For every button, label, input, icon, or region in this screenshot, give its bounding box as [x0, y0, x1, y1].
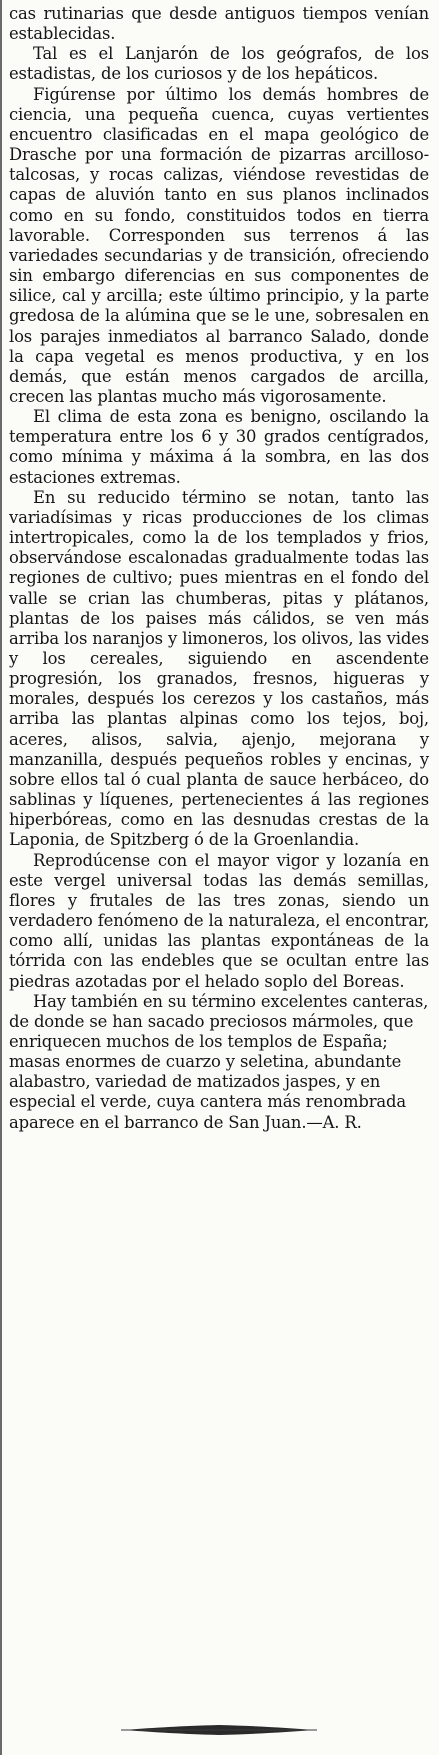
article-paragraph-vegetation: En su reducido término se notan, tanto las variadísimas y ricas producciones de los climas intertropicales, como la de los templados y frios, observándose escalonadas gradualmente todas las regiones de cultivo; pues mientras en el fondo del valle se crian las chumberas, pitas y plátanos, plantas de los paises más cálidos, se ven más arriba los naranjos y limoneros, los olivos, las vides y los cereales, siguiendo en ascendente progresión, los granados, fresnos, higueras y morales, después los cerezos y los castaños, más arriba las plantas alpinas como los tejos, boj, aceres, alisos, salvia, ajenjo, mejorana y manzanilla, después pequeños robles y encinas, y sobre ellos tal ó cual planta de sauce herbáceo, do sablinas y líquenes, pertenecientes á las regiones hiperbóreas, como en las desnudas crestas de la Laponia, de Spitzberg ó de la Groenlandia. [9, 487, 429, 850]
article-paragraph-climate: El clima de esta zona es benigno, oscilando la temperatura entre los 6 y 30 grados centígrados, como mínima y máxima á la sombra, en las dos estaciones extremas. [9, 407, 429, 487]
article-column [9, 4, 429, 1133]
article-paragraph-lanjaron: Tal es el Lanjarón de los geógrafos, de los estadistas, de los curiosos y de los hepáticos. [9, 44, 429, 84]
page-border-line [0, 0, 2, 1755]
article-paragraph-plants: Reprodúcense con el mayor vigor y lozanía en este vergel universal todas las demás semillas, flores y frutales de las tres zonas, siendo un verdadero fenómeno de la naturaleza, el encontrar, como allí, unidas las plantas expontáneas de la tórrida con las endebles que se ocultan entre las piedras azotadas por el helado soplo del Boreas. [9, 850, 429, 991]
end-rule-ornament [121, 1723, 317, 1737]
article-paragraph-continuation: cas rutinarias que desde antiguos tiempos venían establecidas. [9, 4, 429, 44]
article-paragraph-quarries: Hay también en su término excelentes canteras, de donde se han sacado preciosos mármoles, que enriquecen muchos de los templos de España; masas enormes de cuarzo y seletina, abundante alabastro, variedad de matizados jaspes, y en especial el verde, cuya cantera más renombrada aparece en el barranco de San Juan.—A. R. [9, 991, 429, 1132]
article-paragraph-geology: Figúrense por último los demás hombres de ciencia, una pequeña cuenca, cuyas vertientes encuentro clasificadas en el mapa geológico de Drasche por una formación de pizarras arcilloso-talcosas, y rocas calizas, viéndose revestidas de capas de aluvión tanto en sus planos inclinados como en su fondo, constituidos todos en tierra lavorable. Corresponden sus terrenos á las variedades secundarias y de transición, ofreciendo sin embargo diferencias en sus componentes de silice, cal y arcilla; este último principio, y la parte gredosa de la alúmina que se le une, sobresalen en los parajes inmediatos al barranco Salado, donde la capa vegetal es menos productiva, y en los demás, que están menos cargados de arcilla, crecen las plantas mucho más vigorosamente. [9, 84, 429, 406]
